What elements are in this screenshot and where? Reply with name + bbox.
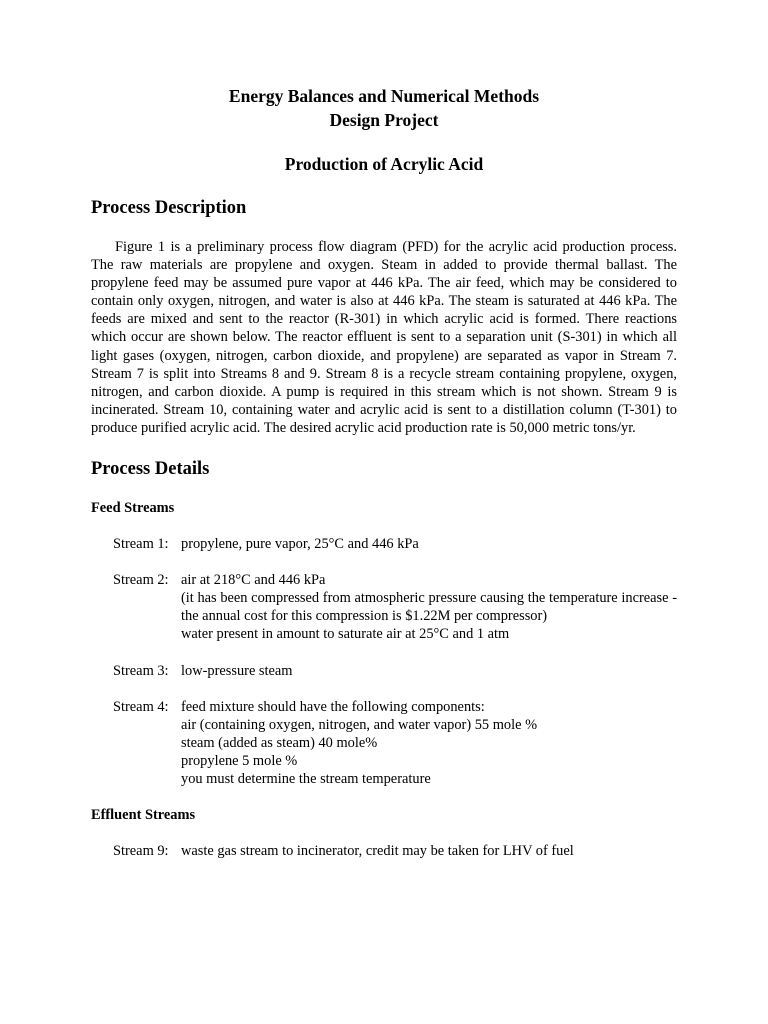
stream-9-line: waste gas stream to incinerator, credit may be taken for LHV of fuel: [181, 843, 574, 860]
stream-2-body: [181, 571, 677, 643]
stream-2-line: (it has been compressed from atmospheric pressure causing the temperature increase - the annual cost for this compression is $1.22M per compressor): [181, 590, 677, 625]
stream-4-line: propylene 5 mole %: [181, 752, 298, 769]
stream-9-label: Stream 9:: [113, 843, 169, 860]
process-description-paragraph: Figure 1 is a preliminary process flow diagram (PFD) for the acrylic acid production process. The raw materials are propylene and oxygen. Steam in added to provide thermal ballast. The propylene feed may be assumed pure vapor at 446 kPa. The air feed, which may be considered to contain only oxygen, nitrogen, and water is also at 446 kPa. The steam is saturated at 446 kPa. The feeds are mixed and sent to the reactor (R-301) in which acrylic acid is formed. There reactions which occur are shown below. The reactor effluent is sent to a separation unit (S-301) in which all light gases (oxygen, nitrogen, carbon dioxide, and propylene) are separated as vapor in Stream 7. Stream 7 is split into Streams 8 and 9. Stream 8 is a recycle stream containing propylene, oxygen, nitrogen, and carbon dioxide. A pump is required in this stream which is not shown. Stream 9 is incinerated. Stream 10, containing water and acrylic acid is sent to a distillation column (T-301) to produce purified acrylic acid. The desired acrylic acid production rate is 50,000 metric tons/yr.: [91, 239, 677, 436]
stream-2-line: water present in amount to saturate air at 25°C and 1 atm: [181, 626, 510, 643]
stream-3-line: low-pressure steam: [181, 662, 293, 679]
feed-streams-heading: Feed Streams: [91, 500, 175, 517]
stream-2-entry: [113, 571, 677, 643]
stream-2-line: air at 218°C and 446 kPa: [181, 572, 326, 589]
stream-2-label: Stream 2:: [113, 572, 169, 589]
stream-1-line: propylene, pure vapor, 25°C and 446 kPa: [181, 536, 419, 553]
process-description-heading: Process Description: [91, 198, 247, 218]
stream-4-line: steam (added as steam) 40 mole%: [181, 734, 378, 751]
stream-9-entry: [113, 842, 677, 860]
stream-3-entry: [113, 662, 677, 680]
stream-4-entry: [113, 698, 677, 788]
stream-9-body: [181, 842, 677, 860]
stream-4-label: Stream 4:: [113, 698, 169, 715]
stream-1-label: Stream 1:: [113, 536, 169, 553]
stream-4-line: air (containing oxygen, nitrogen, and water vapor) 55 mole %: [181, 716, 538, 733]
title-line-2: Design Project: [329, 110, 439, 130]
document-subtitle: Production of Acrylic Acid: [284, 154, 484, 174]
stream-4-body: [181, 698, 677, 788]
stream-4-line: feed mixture should have the following components:: [181, 698, 485, 715]
process-details-heading: Process Details: [91, 459, 210, 480]
stream-4-line: you must determine the stream temperature: [181, 770, 431, 787]
title-line-1: Energy Balances and Numerical Methods: [228, 86, 540, 106]
stream-1-entry: [113, 535, 677, 553]
stream-3-label: Stream 3:: [113, 662, 169, 679]
document-title: [91, 84, 677, 132]
effluent-streams-heading: Effluent Streams: [91, 807, 196, 824]
stream-3-body: [181, 662, 677, 680]
stream-1-body: [181, 535, 677, 553]
